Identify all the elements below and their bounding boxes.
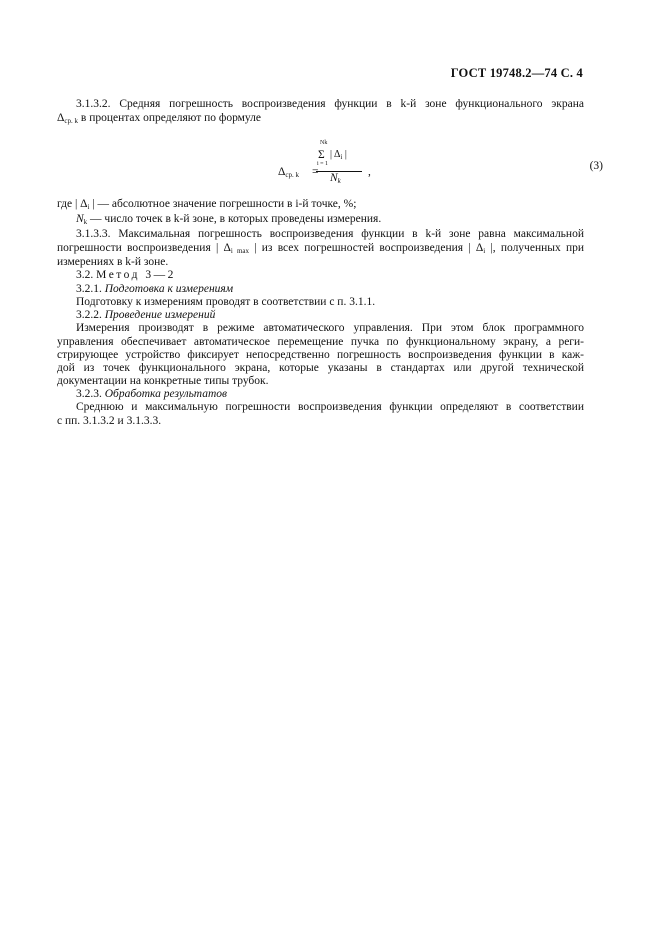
- section-3-2-2-line5: документации на конкретные типы трубок.: [57, 375, 269, 387]
- formula-equals: =: [312, 166, 319, 178]
- denominator: $N_k$: [330, 172, 341, 185]
- sigma-symbol: Σ: [318, 149, 325, 161]
- section-3-2-2-line2: управления обеспечивает автоматическое перемещение пучка по функциональному экрану, а реги-: [57, 336, 584, 348]
- section-3-2-2-heading: 3.2.2. Проведение измерений: [76, 309, 216, 321]
- para-3-1-3-3-line2: погрешности воспроизведения | $\Delta_{i max}$ | из всех погрешностей воспроизведения | $\Delta_i$ |, полученных при: [57, 242, 585, 255]
- section-3-2-2-line4: дой из точек функционального экрана, которые указаны в стандартах или другой технической: [57, 362, 584, 374]
- para-3-1-3-2-line2: $\Delta_{ср. k}$ в процентах определяют по формуле: [57, 112, 262, 125]
- section-3-2-heading: 3.2. Метод 3—2: [76, 269, 176, 281]
- para-3-1-3-3-line3: измерениях в k-й зоне.: [57, 256, 169, 268]
- sum-upper-limit: Nk: [320, 140, 328, 146]
- section-3-2-2-line1: Измерения производят в режиме автоматического управления. При этом блок программного: [76, 322, 584, 334]
- section-3-2-1-text: Подготовку к измерениям проводят в соответствии с п. 3.1.1.: [76, 296, 376, 308]
- section-3-2-3-heading: 3.2.3. Обработка результатов: [76, 388, 227, 400]
- page-header: ГОСТ 19748.2—74 С. 4: [450, 66, 583, 80]
- where-line1: где | $\Delta_i$ | — абсолютное значение погрешности в i-й точке, %;: [57, 198, 357, 211]
- section-3-2-3-line1: Среднюю и максимальную погрешности воспроизведения функции определяют в соответствии: [76, 401, 584, 413]
- para-3-1-3-3-line1: 3.1.3.3. Максимальная погрешность воспроизведения функции в k-й зоне равна максимальной: [76, 228, 584, 240]
- sum-lower-limit: i = 1: [317, 161, 329, 167]
- formula-lhs: $\Delta_{ср. k}$: [278, 166, 300, 179]
- section-3-2-1-heading: 3.2.1. Подготовка к измерениям: [76, 283, 234, 295]
- section-3-2-2-line3: стрирующее устройство фиксирует непосредственно погрешность воспроизведения функции в каж-: [57, 349, 584, 361]
- section-3-2-3-line2: с пп. 3.1.3.2 и 3.1.3.3.: [57, 415, 162, 427]
- where-line2: $N_k$ — число точек в k-й зоне, в которых проведены измерения.: [76, 213, 382, 226]
- formula-3: [278, 140, 378, 198]
- formula-comma: ,: [368, 166, 371, 178]
- para-3-1-3-2-line1: 3.1.3.2. Средняя погрешность воспроизведения функции в k-й зоне функционального экрана: [76, 98, 584, 110]
- summand: | $\Delta_i$ |: [330, 149, 347, 161]
- equation-number: (3): [589, 160, 603, 172]
